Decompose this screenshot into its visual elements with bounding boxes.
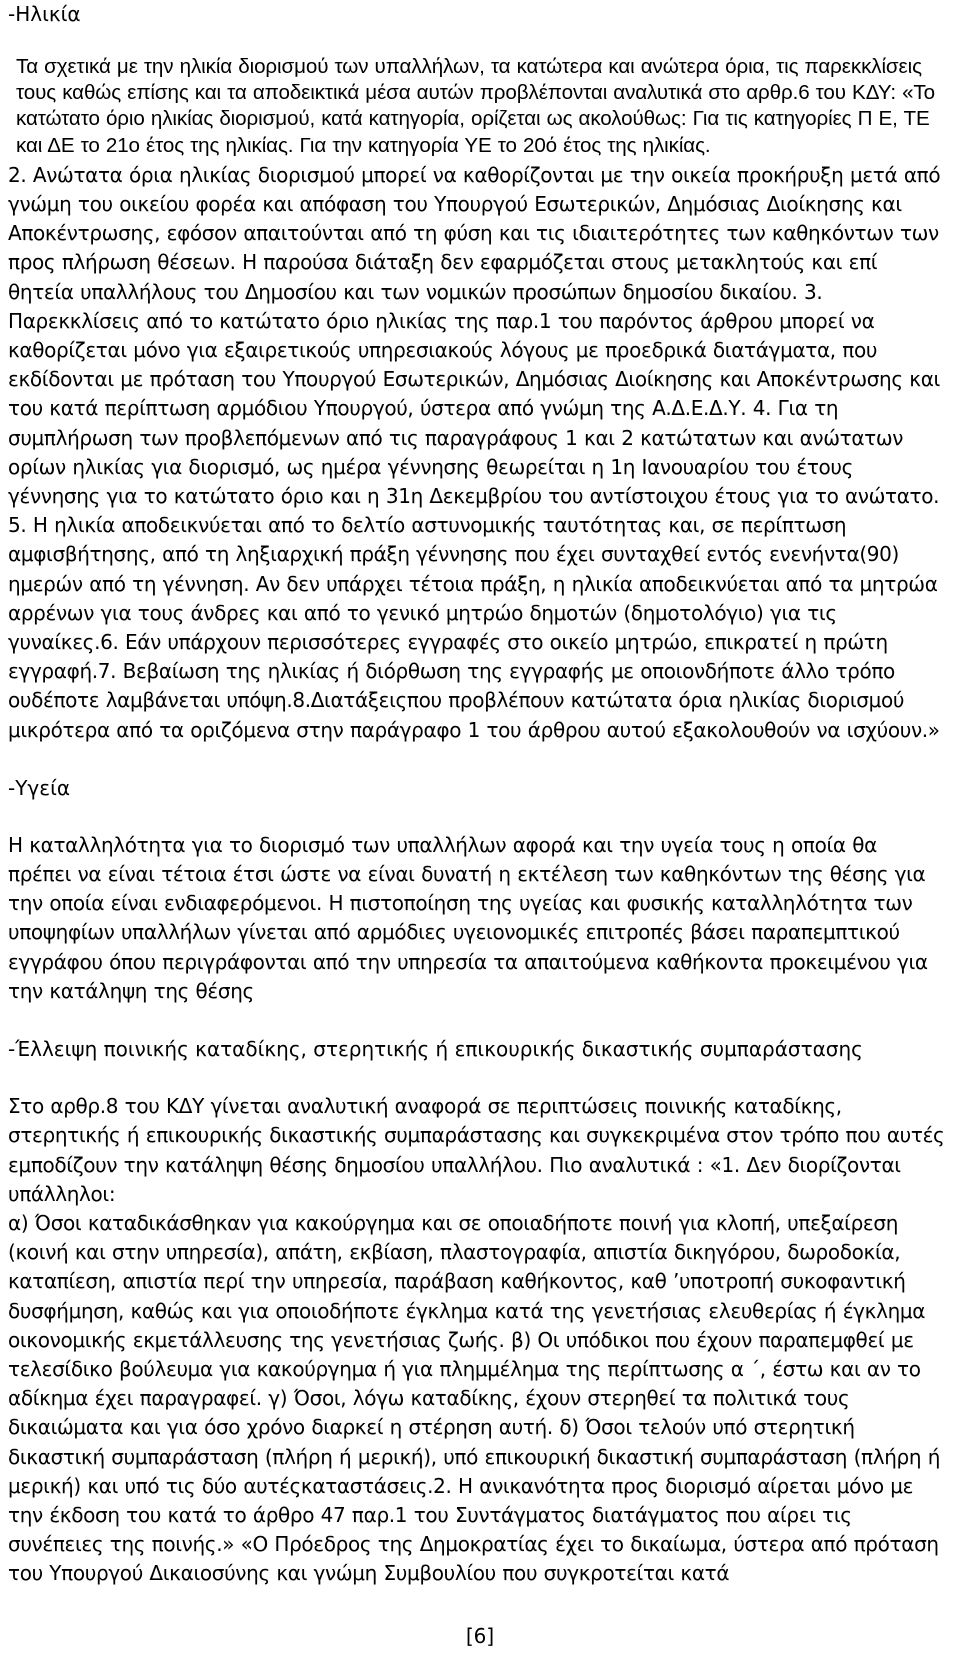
heading-criminal-record: -Έλλειψη ποινικής καταδίκης, στερητικής ή επικουρικής δικαστικής συμπαράστασης: [8, 1037, 863, 1062]
heading-age: -Ηλικία: [8, 2, 81, 26]
heading-health: -Υγεία: [8, 775, 71, 800]
paragraph-criminal-record-list: α) Όσοι καταδικάσθηκαν για κακούργημα και σε οποιαδήποτε ποινή για κλοπή, υπεξαίρεση (κοινή και στην υπηρεσία), απάτη, εκβίαση, πλαστογραφία, απιστία δικηγόρου, δωροδοκία, καταπίεση, απιστία περί την υπηρεσία, παράβαση καθήκοντος, καθ ’υποτροπή συκοφαντική δυσφήμηση, καθώς και για οποιοδήποτε έγκλημα κατά της γενετήσιας ελευθερίας ή έγκλημα οικονομικής εκμετάλλευσης της γενετήσιας ζωής. β) Οι υπόδικοι που έχουν παραπεμφθεί με τελεσίδικο βούλευμα για κακούργημα ή για πλημμέλημα της περίπτωσης α ΄, έστω και αν το αδίκημα έχει παραγραφεί. γ) Όσοι, λόγω καταδίκης, έχουν στερηθεί τα πολιτικά τους δικαιώματα και για όσο χρόνο διαρκεί η στέρηση αυτή. δ) Όσοι τελούν υπό στερητική δικαστική συμπαράσταση (πλήρη ή μερική), υπό επικουρική δικαστική συμπαράσταση (πλήρη ή μερική) και υπό τις δύο αυτέςκαταστάσεις.2. Η ανικανότητα προς διορισμό αίρεται μόνο με την έκδοση του κατά το άρθρο 47 παρ.1 του Συντάγματος διατάγματος που αίρει τις συνέπειες της ποινής.» «Ο Πρόεδρος της Δημοκρατίας έχει το δικαίωμα, ύστερα από πρόταση του Υπουργού Δικαιοσύνης και γνώμη Συμβουλίου που συγκροτείται κατά: [8, 1210, 941, 1586]
paragraph-age-intro: Τα σχετικά με την ηλικία διορισμού των υπαλλήλων, τα κατώτερα και ανώτερα όρια, τις παρεκκλίσεις τους καθώς επίσης και τα αποδεικτικά μέσα αυτών προβλέπονται αναλυτικά στο αρθρ.6 του ΚΔΥ: «Το κατώτατο όριο ηλικίας διορισμού, κατά κατηγορία, ορίζεται ως ακολούθως: Για τις κατηγορίες Π Ε, ΤΕ και ΔΕ το 21ο έτος της ηλικίας. Για την κατηγορία ΥΕ το 20ό έτος της ηλικίας.: [16, 55, 935, 157]
paragraph-age-rules: 2. Ανώτατα όρια ηλικίας διορισμού μπορεί να καθορίζονται με την οικεία προκήρυξη μετά από γνώμη του οικείου φορέα και απόφαση του Υπουργού Εσωτερικών, Δημόσιας Διοίκησης και Αποκέντρωσης, εφόσον απαιτούνται από τη φύση και τις ιδιαιτερότητες των καθηκόντων των προς πλήρωση θέσεων. Η παρούσα διάταξη δεν εφαρμόζεται στους μετακλητούς και επί θητεία υπαλλήλους του Δημοσίου και των νομικών προσώπων δημοσίου δικαίου. 3. Παρεκκλίσεις από το κατώτατο όριο ηλικίας της παρ.1 του παρόντος άρθρου μπορεί να καθορίζεται μόνο για εξαιρετικούς υπηρεσιακούς λόγους με προεδρικά διατάγματα, που εκδίδονται με πρόταση του Υπουργού Εσωτερικών, Δημόσιας Διοίκησης και Αποκέντρωσης και του κατά περίπτωση αρμόδιου Υπουργού, ύστερα από γνώμη της Α.Δ.Ε.Δ.Υ. 4. Για τη συμπλήρωση των προβλεπόμενων από τις παραγράφους 1 και 2 κατώτατων και ανώτατων ορίων ηλικίας για διορισμό, ως ημέρα γέννησης θεωρείται η 1η Ιανουαρίου του έτους γέννησης για το κατώτατο όριο και η 31η Δεκεμβρίου του αντίστοιχου έτους για το ανώτατο. 5. Η ηλικία αποδεικνύεται από το δελτίο αστυνομικής ταυτότητας και, σε περίπτωση αμφισβήτησης, από τη ληξιαρχική πράξη γέννησης που έχει συνταχθεί εντός ενενήντα(90) ημερών από τη γέννηση. Αν δεν υπάρχει τέτοια πράξη, η ηλικία αποδεικνύεται από τα μητρώα αρρένων για τους άνδρες και από το γενικό μητρώο δημοτών (δημοτολόγιο) για τις γυναίκες.6. Εάν υπάρχουν περισσότερες εγγραφές στο οικείο μητρώο, επικρατεί η πρώτη εγγραφή.7. Βεβαίωση της ηλικίας ή διόρθωση της εγγραφής με οποιονδήποτε άλλο τρόπο ουδέποτε λαμβάνεται υπόψη.8.Διατάξειςπου προβλέπουν κατώτατα όρια ηλικίας διορισμού μικρότερα από τα οριζόμενα στην παράγραφο 1 του άρθρου αυτού εξακολουθούν να ισχύουν.»: [8, 162, 941, 742]
page-number: [6]: [465, 1624, 495, 1648]
paragraph-criminal-record: Στο αρθρ.8 του ΚΔΥ γίνεται αναλυτική αναφορά σε περιπτώσεις ποινικής καταδίκης, στερητικής ή επικουρικής δικαστικής συμπαράστασης και συγκεκριμένα στον τρόπο που αυτές εμποδίζουν την κατάληψη θέσης δημοσίου υπαλλήλου. Πιο αναλυτικά : «1. Δεν διορίζονται υπάλληλοι:: [8, 1094, 945, 1206]
paragraph-health: Η καταλληλότητα για το διορισμό των υπαλλήλων αφορά και την υγεία τους η οποία θα πρέπει να είναι τέτοια έτσι ώστε να είναι δυνατή η εκτέλεση των καθηκόντων της θέσης για την οποία είναι ενδιαφερόμενοι. Η πιστοποίηση της υγείας και φυσικής καταλληλότητα των υποψηφίων υπαλλήλων γίνεται από αρμόδιες υγειονομικές επιτροπές βάσει παραπεμπτικού εγγράφου όπου περιγράφονται από την υπηρεσία τα απαιτούμενα καθήκοντα προκειμένου για την κατάληψη της θέσης: [8, 832, 928, 1003]
